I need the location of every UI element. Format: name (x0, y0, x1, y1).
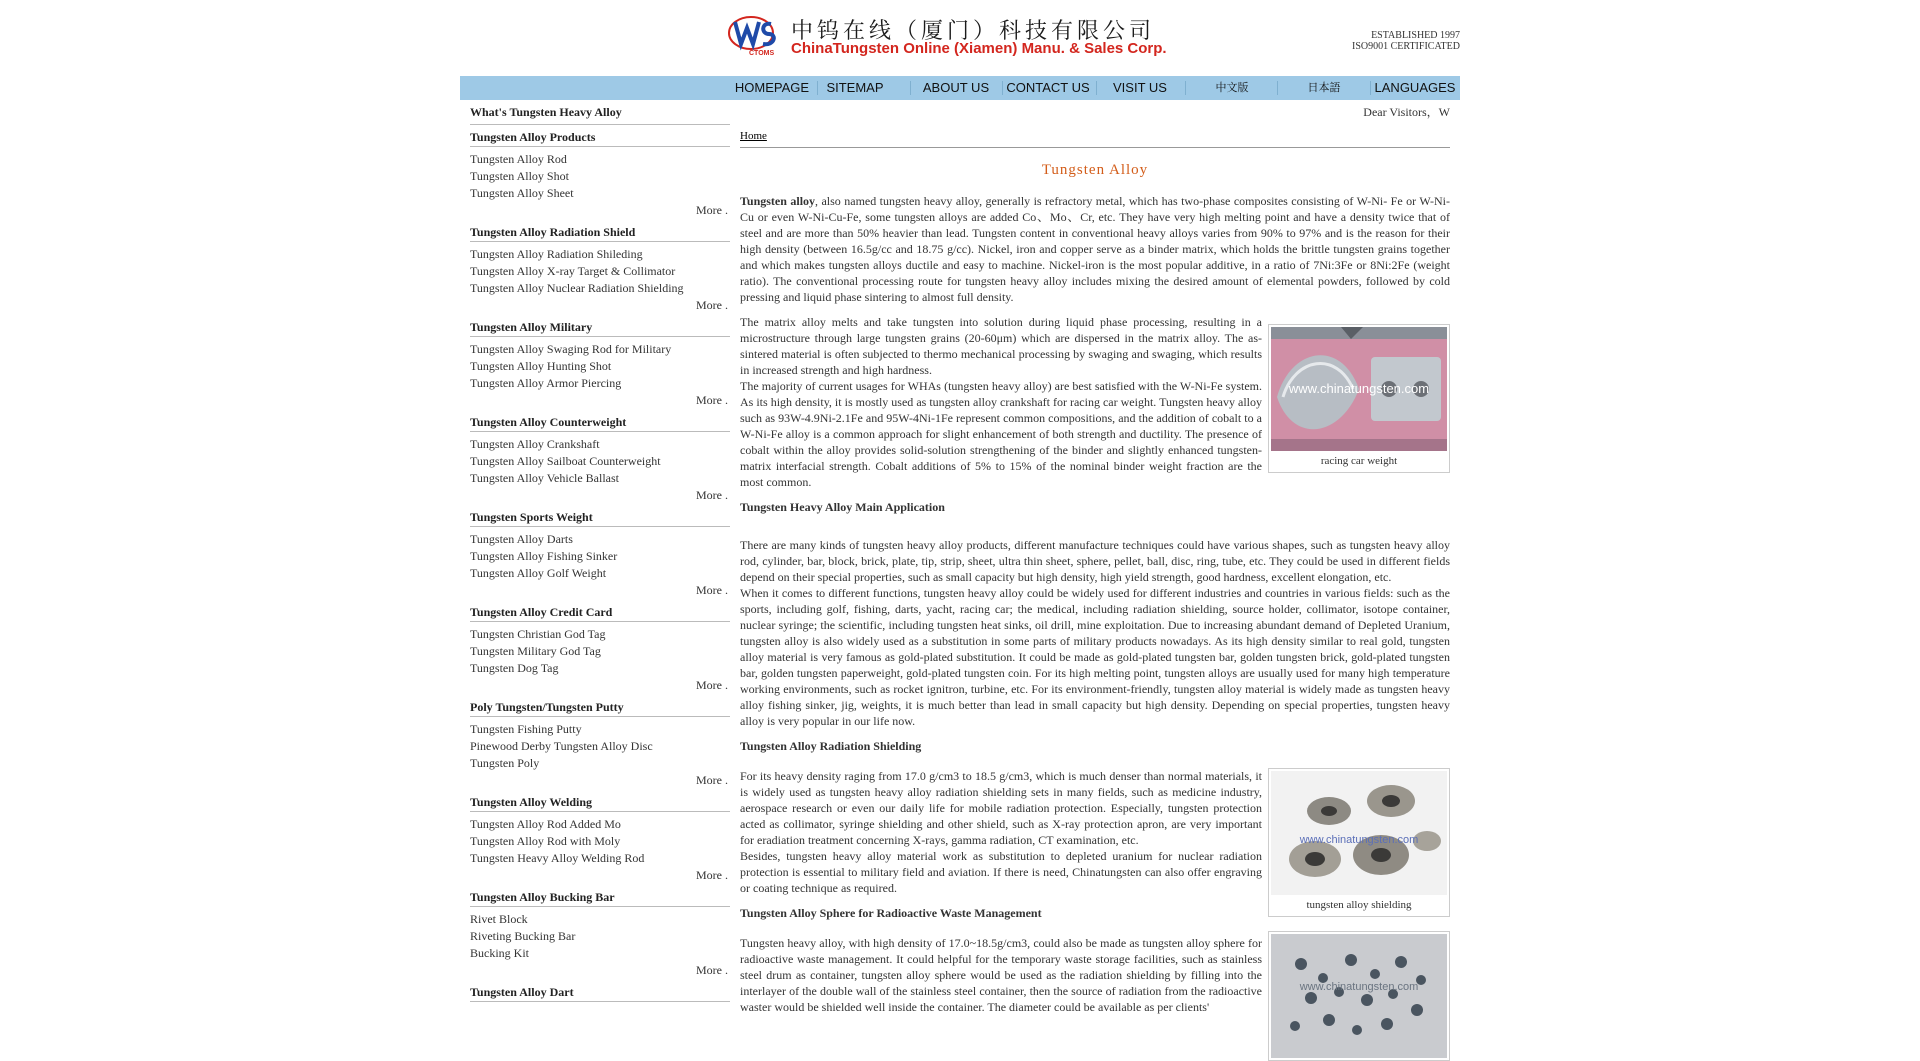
sidebar-group-title[interactable]: Tungsten Alloy Radiation Shield (470, 224, 730, 242)
main-nav (460, 76, 1460, 100)
breadcrumb-divider (740, 147, 1450, 148)
sidebar-group (470, 224, 730, 314)
sidebar-more-link[interactable]: More . (696, 583, 728, 597)
sidebar-item[interactable]: Tungsten Military God Tag (470, 644, 601, 658)
figure-tungsten-shielding (1268, 768, 1450, 917)
nav-languages[interactable]: LANGUAGES (1374, 80, 1456, 95)
sidebar-item[interactable]: Tungsten Alloy Crankshaft (470, 437, 600, 451)
sidebar-item[interactable]: Tungsten Dog Tag (470, 661, 559, 675)
sidebar-group-title[interactable]: Tungsten Alloy Dart (470, 984, 730, 1002)
nav-visit-us[interactable]: VISIT US (1113, 80, 1167, 95)
nav-divider (1370, 81, 1371, 95)
ctoms-logo-icon (727, 14, 779, 56)
page-title: Tungsten Alloy (1041, 162, 1149, 178)
sidebar-group (470, 414, 730, 504)
nav-divider (910, 81, 911, 95)
sidebar-group (470, 509, 730, 599)
nav-divider (1185, 81, 1186, 95)
logo-english-name: ChinaTungsten Online (Xiamen) Manu. & Sales Corp. (791, 40, 1167, 57)
sidebar-item[interactable]: Tungsten Poly (470, 756, 540, 770)
paragraph-depleted-uranium: Besides, tungsten heavy alloy material work as substitution to depleted uranium for nuclear radiation protection is essential to military field and aviation. If there is need, Chinatungsten can also offer engraving or coating technique as required. (740, 849, 1262, 895)
breadcrumb (740, 128, 1450, 144)
sidebar-item[interactable]: Tungsten Alloy Swaging Rod for Military (470, 342, 672, 356)
image-watermark: www.chinatungsten.com (1288, 381, 1430, 396)
company-credentials (1352, 30, 1460, 52)
sidebar-item[interactable]: Tungsten Alloy Nuclear Radiation Shielding (470, 281, 684, 295)
racing-car-weight-image[interactable] (1271, 327, 1447, 451)
sidebar-more-link[interactable]: More . (696, 203, 728, 217)
nav-divider (1002, 81, 1003, 95)
nav-divider (1096, 81, 1097, 95)
sidebar-item[interactable]: Tungsten Alloy Armor Piercing (470, 376, 622, 390)
figure-caption: racing car weight (1320, 455, 1398, 467)
sidebar-item[interactable]: Tungsten Alloy Rod with Moly (470, 834, 621, 848)
sidebar-more-link[interactable]: More . (696, 488, 728, 502)
nav-japanese-version[interactable]: 日本語 (1307, 82, 1341, 94)
tungsten-spheres-image[interactable] (1271, 934, 1447, 1058)
sidebar-more-link[interactable]: More . (696, 773, 728, 787)
company-logo[interactable] (727, 10, 1237, 60)
sidebar-group-title[interactable]: Tungsten Alloy Credit Card (470, 604, 730, 622)
sidebar-group-title[interactable]: Poly Tungsten/Tungsten Putty (470, 699, 730, 717)
sidebar-more-link[interactable]: More . (696, 393, 728, 407)
paragraph-usages: The majority of current usages for WHAs (tungsten heavy alloy) are best satisfied with the W-Ni-Fe system. As its high density, it is mostly used as tungsten alloy crankshaft for racing car weight. Tungsten heavy alloy such as 93W-4.9Ni-2.1Fe and 95W-4Ni-1Fe represent common compositions, and the addition of cobalt to a W-Ni-Fe alloy is a common approach for slight enhancement of both strength and ductility. The presence of cobalt within the alloy provides solid-solution strengthening of the binder and slightly enhanced tungsten-matrix interfacial strength. Cobalt additions of 5% to 15% of the nominal binder weight fraction are the most common. (740, 379, 1262, 489)
section-heading-radiation: Tungsten Alloy Radiation Shielding (740, 739, 922, 753)
sidebar-more-link[interactable]: More . (696, 678, 728, 692)
figure-racing-car-weight (1268, 324, 1450, 473)
section-heading-application: Tungsten Heavy Alloy Main Application (740, 500, 945, 514)
paragraph-matrix: The matrix alloy melts and take tungsten into solution during liquid phase processing, resulting in a microstructure through large tungsten grains (20-60μm) which are dispersed in the matrix alloy. The as-sintered material is often subjected to thermo mechanical processing by swaging and swaging, which results in increased strength and high hardness. (740, 315, 1262, 377)
page-wrapper (460, 0, 1460, 1014)
sidebar-item[interactable]: Tungsten Alloy Hunting Shot (470, 359, 612, 373)
main-content (740, 104, 1450, 1061)
image-watermark: www.chinatungsten.com (1299, 981, 1419, 993)
intro-paragraph (740, 193, 1450, 305)
sidebar-group (470, 699, 730, 789)
sidebar-item[interactable]: Bucking Kit (470, 946, 529, 960)
sidebar-item[interactable]: Tungsten Alloy Radiation Shileding (470, 247, 643, 261)
nav-divider (817, 81, 818, 95)
nav-homepage[interactable]: HOMEPAGE (734, 80, 810, 95)
nav-chinese-version[interactable]: 中文版 (1215, 82, 1249, 94)
sidebar-group (470, 984, 730, 1002)
sidebar-item[interactable]: Pinewood Derby Tungsten Alloy Disc (470, 739, 653, 753)
sidebar-groups (470, 129, 730, 1002)
nav-sitemap[interactable]: SITEMAP (826, 80, 884, 95)
sidebar-group (470, 319, 730, 409)
sidebar-item[interactable]: Tungsten Alloy Sheet (470, 186, 574, 200)
sidebar-group-title[interactable]: Tungsten Alloy Military (470, 319, 730, 337)
intro-term: Tungsten alloy (740, 194, 816, 208)
paragraph-radiation: For its heavy density raging from 17.0 g/cm3 to 18.5 g/cm3, which is much denser than normal materials, it is widely used as tungsten heavy alloy radiation shielding sets in many fields, such as medicine industry, aerospace research or even our daily life for mobile radiation protection. Especially, tungsten protection acted as collimator, syringe shielding and other shield, such as X-ray protection apron, are very important for eradiation treatment concerning X-rays, gamma radiation, CT examination, etc. (740, 769, 1262, 847)
sidebar-item[interactable]: Tungsten Alloy Shot (470, 169, 569, 183)
certified-label: ISO9001 CERTIFICATED (1351, 41, 1460, 52)
site-header (460, 0, 1460, 76)
svg-text:CTOMS: CTOMS (749, 50, 775, 56)
image-watermark: www.chinatungsten.com (1299, 834, 1419, 846)
sidebar-item[interactable]: Tungsten Christian God Tag (470, 627, 606, 641)
logo-chinese-name: 中钨在线（厦门）科技有限公司 (791, 19, 1156, 44)
sidebar-item[interactable]: Tungsten Alloy X-ray Target & Collimator (470, 264, 676, 278)
sidebar-group-title[interactable]: Tungsten Alloy Bucking Bar (470, 889, 730, 907)
sidebar-item[interactable]: Tungsten Alloy Sailboat Counterweight (470, 454, 661, 468)
nav-divider (1277, 81, 1278, 95)
sidebar-item[interactable]: Rivet Block (470, 912, 528, 926)
tungsten-shielding-image[interactable] (1271, 771, 1447, 895)
paragraph-functions: When it comes to different functions, tungsten heavy alloy could be widely used for different industries and countries in various fields: such as the sports, including golf, fishing, darts, yacht, racing car; the medical, including radiation shielding, source holder, collimator, isotope container, nuclear syringe; the scientific, including tungsten heat sinks, oil drill, mine exploitation. Due to increasing abundant demand of Depleted Uranium, tungsten alloy is also widely used as a substitution in some parts of military products nowadays. As its high density similar to real gold, tungsten alloy material is very famous as gold-plated substitution. It could be made as gold-plated tungsten bar, golden tungsten brick, gold-plated tungsten bar, golden tungsten paperweight, gold-plated tungsten coin. For its high melting point, tungsten alloys are usually used for many high temperature working environments, such as rocket ignitron, turbine, etc. For its environment-friendly, tungsten alloy material is widely made as tungsten heavy alloy fishing sinker, jig, weights, it is much better than lead in small capacity but high density. Depending on special properties, tungsten heavy alloy is very popular in our life now. (740, 586, 1450, 728)
figure-tungsten-spheres (1268, 931, 1450, 1061)
sidebar-group-title[interactable]: Tungsten Sports Weight (470, 509, 730, 527)
sidebar-more-link[interactable]: More . (696, 298, 728, 312)
sidebar-item[interactable]: Tungsten Alloy Rod Added Mo (470, 817, 621, 831)
sidebar-item[interactable]: Tungsten Heavy Alloy Welding Rod (470, 851, 645, 865)
sidebar-item[interactable]: Tungsten Alloy Rod (470, 152, 567, 166)
sidebar-group (470, 794, 730, 884)
section-heading-sphere: Tungsten Alloy Sphere for Radioactive Waste Management (740, 906, 1042, 920)
sidebar-item[interactable]: Tungsten Alloy Fishing Sinker (470, 549, 618, 563)
sidebar-group (470, 129, 730, 219)
sidebar-more-link[interactable]: More . (696, 868, 728, 882)
paragraph-products: There are many kinds of tungsten heavy alloy products, different manufacture techniques could have various shapes, such as tungsten heavy alloy rod, cylinder, bar, block, brick, plate, tip, strip, sheet, ultra thin sheet, sphere, pellet, ball, disc, ring, tube, etc. They could be used in different fields depend on their special properties, such as small capacity but high density, high yield strength, good hardness, excellent elongation, etc. (740, 538, 1450, 584)
sidebar-group (470, 889, 730, 979)
sidebar-item[interactable]: Tungsten Alloy Darts (470, 532, 573, 546)
visitor-marquee: Dear Visitors，W (1363, 105, 1450, 119)
sidebar-more-link[interactable]: More . (696, 963, 728, 977)
paragraph-sphere: Tungsten heavy alloy, with high density of 17.0~18.5g/cm3, could also be made as tungsten alloy sphere for radioactive waste management. It could helpful for the temporary waste storage facilities, such as stainless steel drum as container, tungsten alloy sphere would be used as the radiation shielding by filling into the interlayer of the double wall of the stainless steel container, then the source of radiation from the radioactive waster would be shielded well inside the container. The diameter could be available as per clients' (740, 936, 1262, 1014)
sidebar-group-title[interactable]: Tungsten Alloy Counterweight (470, 414, 730, 432)
figure-caption: tungsten alloy shielding (1306, 899, 1412, 911)
breadcrumb-home-link[interactable]: Home (740, 130, 767, 142)
sidebar-group-title[interactable]: Tungsten Alloy Products (470, 129, 730, 147)
sidebar-item[interactable]: Tungsten Alloy Vehicle Ballast (470, 471, 620, 485)
sidebar-group-title[interactable]: Tungsten Alloy Welding (470, 794, 730, 812)
sidebar-item[interactable]: Tungsten Fishing Putty (470, 722, 582, 736)
sidebar-item[interactable]: Riveting Bucking Bar (470, 929, 576, 943)
established-label: ESTABLISHED 1997 (1371, 30, 1460, 41)
sidebar-item[interactable]: Tungsten Alloy Golf Weight (470, 566, 607, 580)
sidebar-group (470, 604, 730, 694)
nav-about-us[interactable]: ABOUT US (922, 80, 990, 95)
nav-contact-us[interactable]: CONTACT US (1006, 80, 1090, 95)
sidebar-what-is-link[interactable]: What's Tungsten Heavy Alloy (470, 104, 730, 125)
intro-text: , also named tungsten heavy alloy, generally is refractory metal, which has two-phase composites consisting of W-Ni- Fe or W-Ni-Cu or even W-Ni-Cu-Fe, some tungsten alloys are added Co、Mo、Cr, etc. They have very high melting point and have a density twice that of steel and are more than 50% heavier than lead. Tungsten content in conventional heavy alloys varies from 90% to 97% and is the reason for their high density (between 16.5g/cc and 18.75 g/cc). Nickel, iron and copper serve as a binder matrix, which holds the brittle tungsten grains together and which makes tungsten alloys ductile and easy to machine. Nickel-iron is the most popular additive, in a ratio of 7Ni:3Fe or 8Ni:2Fe (weight ratio). The conventional processing route for tungsten heavy alloy includes mixing the desired amount of elemental powders, followed by cold pressing and liquid phase sintering to almost full density. (740, 194, 1450, 304)
sidebar (470, 104, 730, 1006)
